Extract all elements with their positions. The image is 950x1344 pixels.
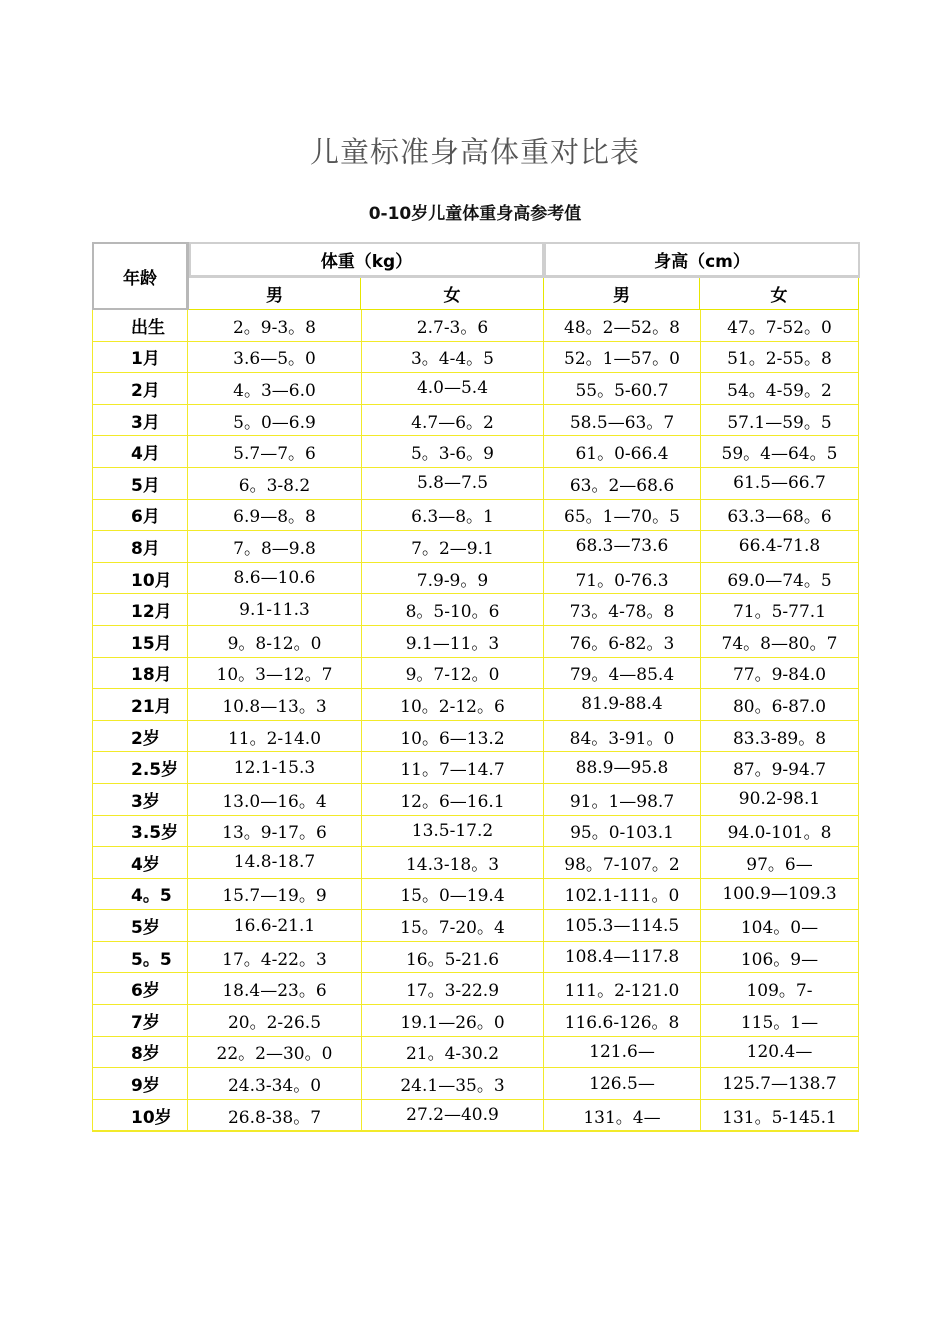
age-cell: 4月 (92, 436, 187, 467)
table-row (92, 1005, 859, 1037)
weight-female-cell: 14.3-18。3 (361, 847, 543, 878)
weight-female-cell: 13.5-17.2 (361, 816, 543, 847)
age-cell: 2月 (92, 373, 187, 404)
table-row (92, 847, 859, 879)
table-row (92, 784, 859, 816)
weight-male-cell: 9。8-12。0 (187, 626, 361, 657)
weight-female-cell: 21。4-30.2 (361, 1037, 543, 1068)
table-row (92, 1068, 859, 1100)
table-row (92, 500, 859, 532)
height-female-cell: 59。4—64。5 (700, 436, 859, 467)
weight-male-cell: 2。9-3。8 (187, 310, 361, 341)
weight-male-cell: 8.6—10.6 (187, 563, 361, 594)
height-male-cell: 95。0-103.1 (543, 816, 700, 847)
height-male-cell: 63。2—68.6 (543, 468, 700, 499)
weight-male-cell: 15.7—19。9 (187, 879, 361, 910)
height-male-cell: 98。7-107。2 (543, 847, 700, 878)
age-cell: 3.5岁 (92, 816, 187, 847)
weight-female-cell: 5.8—7.5 (361, 468, 543, 499)
age-cell: 8岁 (92, 1037, 187, 1068)
age-cell: 8月 (92, 531, 187, 562)
height-female-cell: 87。9-94.7 (700, 752, 859, 783)
weight-female-cell: 19.1—26。0 (361, 1005, 543, 1036)
weight-male-cell: 26.8-38。7 (187, 1100, 361, 1131)
weight-female-cell: 15。0—19.4 (361, 879, 543, 910)
weight-male-cell: 22。2—30。0 (187, 1037, 361, 1068)
height-male-cell: 71。0-76.3 (543, 563, 700, 594)
weight-female-cell: 4.7—6。2 (361, 405, 543, 436)
weight-female-cell: 15。7-20。4 (361, 910, 543, 941)
height-female-cell: 104。0— (700, 910, 859, 941)
table-row (92, 721, 859, 753)
height-female-cell: 61.5—66.7 (700, 468, 859, 499)
table-row (92, 310, 859, 342)
age-header: 年龄 (92, 242, 189, 310)
height-male-cell: 68.3—73.6 (543, 531, 700, 562)
age-cell: 5月 (92, 468, 187, 499)
weight-female-cell: 6.3—8。1 (361, 500, 543, 531)
table-row (92, 658, 859, 690)
age-cell: 6月 (92, 500, 187, 531)
weight-female-cell: 8。5-10。6 (361, 594, 543, 625)
height-male-cell: 48。2—52。8 (543, 310, 700, 341)
weight-male-cell: 20。2-26.5 (187, 1005, 361, 1036)
weight-male-cell: 5.7—7。6 (187, 436, 361, 467)
table-body (92, 310, 859, 1131)
weight-male-cell: 3.6—5。0 (187, 342, 361, 373)
height-male-cell: 111。2-121.0 (543, 973, 700, 1004)
height-female-cell: 109。7- (700, 973, 859, 1004)
table-row (92, 626, 859, 658)
height-female-cell: 71。5-77.1 (700, 594, 859, 625)
weight-male-cell: 11。2-14.0 (187, 721, 361, 752)
age-cell: 5。5 (92, 942, 187, 973)
height-male-cell: 76。6-82。3 (543, 626, 700, 657)
weight-female-cell: 9。7-12。0 (361, 658, 543, 689)
age-cell: 4岁 (92, 847, 187, 878)
weight-female-cell: 3。4-4。5 (361, 342, 543, 373)
height-male-cell: 102.1-111。0 (543, 879, 700, 910)
height-male-cell: 108.4—117.8 (543, 942, 700, 973)
table-row (92, 594, 859, 626)
age-cell: 10岁 (92, 1100, 187, 1131)
height-female-header: 女 (700, 278, 859, 310)
height-female-cell: 131。5-145.1 (700, 1100, 859, 1131)
weight-male-cell: 6。3-8.2 (187, 468, 361, 499)
height-male-cell: 55。5-60.7 (543, 373, 700, 404)
height-male-cell: 52。1—57。0 (543, 342, 700, 373)
age-cell: 10月 (92, 563, 187, 594)
table-row (92, 973, 859, 1005)
weight-female-cell: 24.1—35。3 (361, 1068, 543, 1099)
height-male-cell: 84。3-91。0 (543, 721, 700, 752)
table-row (92, 531, 859, 563)
height-male-cell: 116.6-126。8 (543, 1005, 700, 1036)
weight-female-cell: 7。2—9.1 (361, 531, 543, 562)
age-cell: 9岁 (92, 1068, 187, 1099)
weight-female-cell: 5。3-6。9 (361, 436, 543, 467)
table-row (92, 373, 859, 405)
weight-male-header: 男 (189, 278, 361, 310)
age-cell: 2.5岁 (92, 752, 187, 783)
table-row (92, 879, 859, 911)
weight-male-cell: 16.6-21.1 (187, 910, 361, 941)
height-female-cell: 77。9-84.0 (700, 658, 859, 689)
height-female-cell: 94.0-101。8 (700, 816, 859, 847)
age-cell: 1月 (92, 342, 187, 373)
age-cell: 12月 (92, 594, 187, 625)
height-male-cell: 131。4— (543, 1100, 700, 1131)
height-male-cell: 79。4—85.4 (543, 658, 700, 689)
weight-female-cell: 4.0—5.4 (361, 373, 543, 404)
height-female-cell: 63.3—68。6 (700, 500, 859, 531)
weight-female-cell: 7.9-9。9 (361, 563, 543, 594)
age-cell: 18月 (92, 658, 187, 689)
height-female-cell: 57.1—59。5 (700, 405, 859, 436)
table-header (92, 242, 860, 310)
table-row (92, 752, 859, 784)
age-cell: 21月 (92, 689, 187, 720)
table-row (92, 342, 859, 374)
table-row (92, 436, 859, 468)
weight-female-cell: 2.7-3。6 (361, 310, 543, 341)
height-female-cell: 125.7—138.7 (700, 1068, 859, 1099)
weight-male-cell: 9.1-11.3 (187, 594, 361, 625)
table-row (92, 1037, 859, 1069)
height-male-cell: 73。4-78。8 (543, 594, 700, 625)
height-female-cell: 54。4-59。2 (700, 373, 859, 404)
height-female-cell: 120.4— (700, 1037, 859, 1068)
height-header: 身高（cm） (544, 242, 860, 278)
weight-male-cell: 17。4-22。3 (187, 942, 361, 973)
height-female-cell: 97。6— (700, 847, 859, 878)
weight-male-cell: 12.1-15.3 (187, 752, 361, 783)
weight-male-cell: 13。9-17。6 (187, 816, 361, 847)
age-cell: 15月 (92, 626, 187, 657)
weight-female-cell: 9.1—11。3 (361, 626, 543, 657)
height-male-cell: 58.5—63。7 (543, 405, 700, 436)
height-male-cell: 126.5— (543, 1068, 700, 1099)
weight-female-cell: 16。5-21.6 (361, 942, 543, 973)
weight-male-cell: 24.3-34。0 (187, 1068, 361, 1099)
table-row (92, 816, 859, 848)
height-male-cell: 91。1—98.7 (543, 784, 700, 815)
table-row (92, 405, 859, 437)
weight-female-cell: 12。6—16.1 (361, 784, 543, 815)
height-female-cell: 83.3-89。8 (700, 721, 859, 752)
age-cell: 4。5 (92, 879, 187, 910)
age-cell: 出生 (92, 310, 187, 341)
weight-male-cell: 10.8—13。3 (187, 689, 361, 720)
weight-female-cell: 17。3-22.9 (361, 973, 543, 1004)
height-female-cell: 47。7-52。0 (700, 310, 859, 341)
height-male-cell: 65。1—70。5 (543, 500, 700, 531)
age-cell: 3岁 (92, 784, 187, 815)
age-cell: 2岁 (92, 721, 187, 752)
height-female-cell: 51。2-55。8 (700, 342, 859, 373)
weight-female-cell: 27.2—40.9 (361, 1100, 543, 1131)
height-female-cell: 66.4-71.8 (700, 531, 859, 562)
weight-header: 体重（kg） (189, 242, 544, 278)
height-male-cell: 81.9-88.4 (543, 689, 700, 720)
table-row (92, 468, 859, 500)
weight-male-cell: 4。3—6.0 (187, 373, 361, 404)
height-male-cell: 105.3—114.5 (543, 910, 700, 941)
height-female-cell: 80。6-87.0 (700, 689, 859, 720)
age-cell: 5岁 (92, 910, 187, 941)
height-male-header: 男 (544, 278, 700, 310)
age-cell: 6岁 (92, 973, 187, 1004)
height-female-cell: 90.2-98.1 (700, 784, 859, 815)
age-cell: 3月 (92, 405, 187, 436)
weight-male-cell: 18.4—23。6 (187, 973, 361, 1004)
weight-female-header: 女 (361, 278, 544, 310)
weight-male-cell: 6.9—8。8 (187, 500, 361, 531)
weight-female-cell: 10。2-12。6 (361, 689, 543, 720)
weight-male-cell: 5。0—6.9 (187, 405, 361, 436)
table-row (92, 942, 859, 974)
table-row (92, 689, 859, 721)
height-female-cell: 74。8—80。7 (700, 626, 859, 657)
page-title: 儿童标准身高体重对比表 (309, 135, 640, 169)
height-female-cell: 69.0—74。5 (700, 563, 859, 594)
weight-male-cell: 13.0—16。4 (187, 784, 361, 815)
weight-male-cell: 7。8—9.8 (187, 531, 361, 562)
height-female-cell: 115。1— (700, 1005, 859, 1036)
height-male-cell: 121.6— (543, 1037, 700, 1068)
age-cell: 7岁 (92, 1005, 187, 1036)
height-male-cell: 88.9—95.8 (543, 752, 700, 783)
height-female-cell: 100.9—109.3 (700, 879, 859, 910)
weight-male-cell: 14.8-18.7 (187, 847, 361, 878)
height-female-cell: 106。9— (700, 942, 859, 973)
weight-female-cell: 10。6—13.2 (361, 721, 543, 752)
table-row (92, 563, 859, 595)
table-row (92, 1100, 859, 1132)
table-subtitle: 0-10岁儿童体重身高参考值 (368, 204, 582, 224)
table-row (92, 910, 859, 942)
height-male-cell: 61。0-66.4 (543, 436, 700, 467)
weight-male-cell: 10。3—12。7 (187, 658, 361, 689)
weight-female-cell: 11。7—14.7 (361, 752, 543, 783)
